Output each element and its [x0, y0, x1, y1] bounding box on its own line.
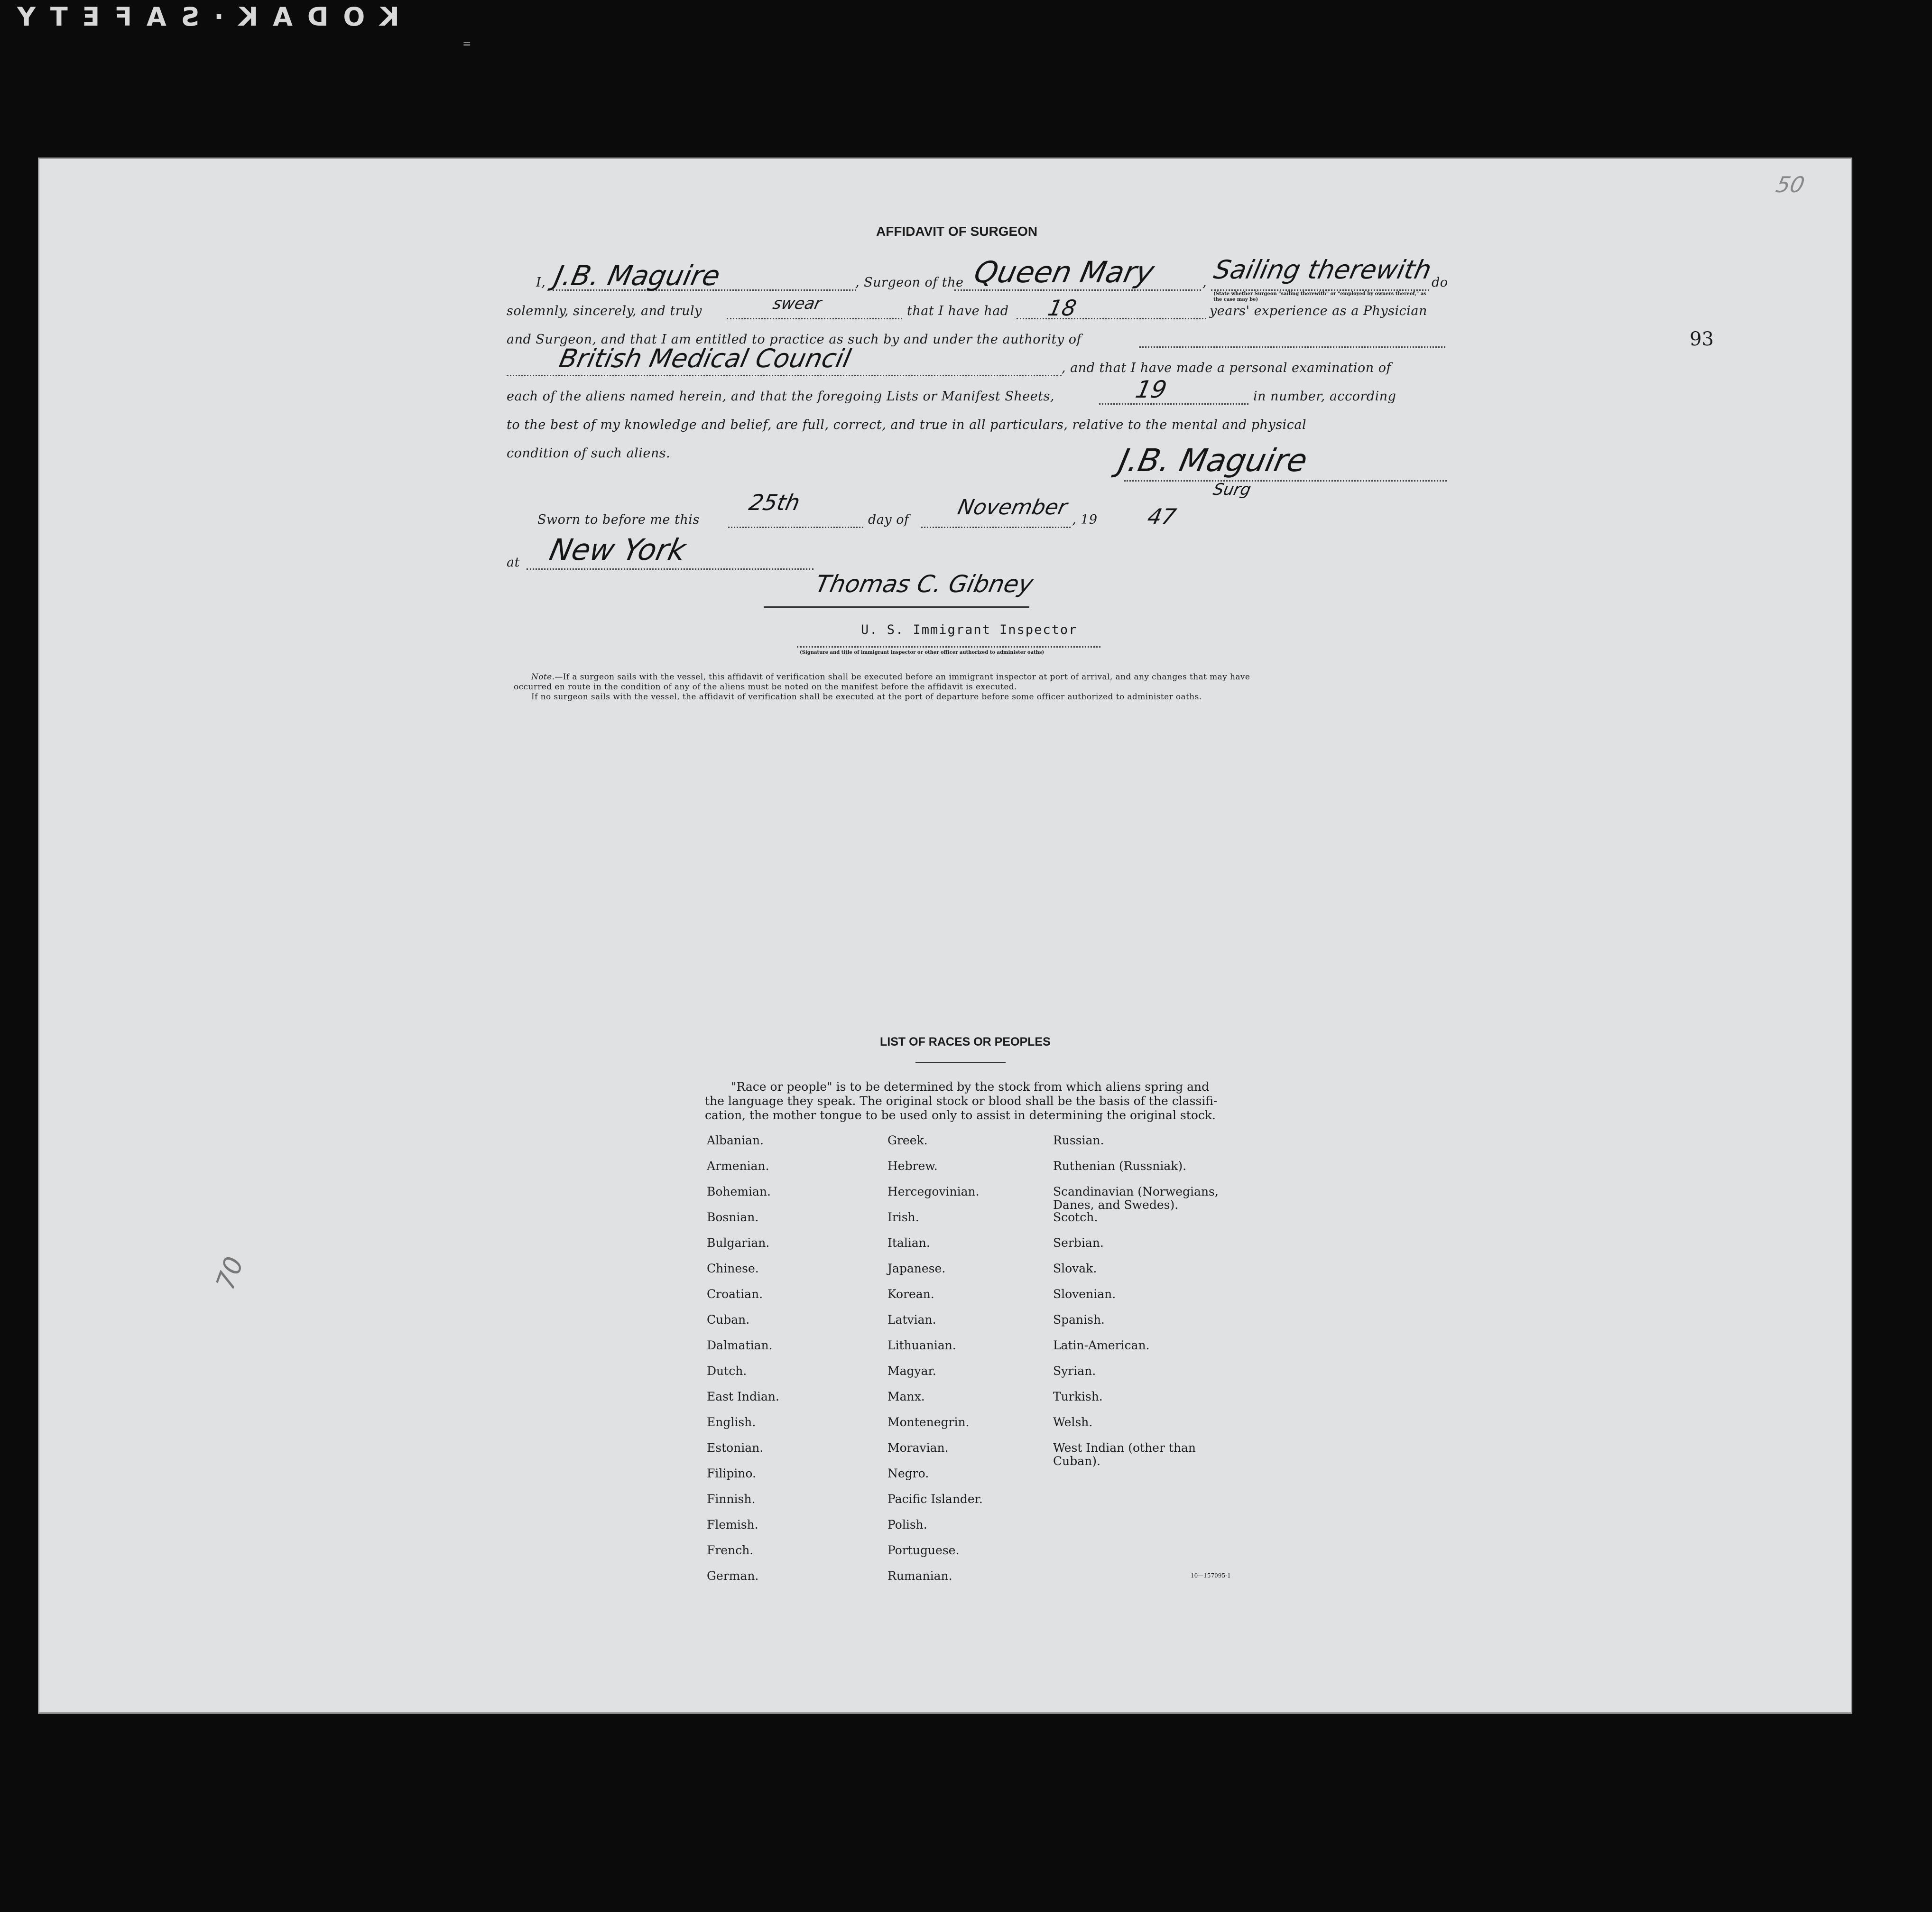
race-entry: Armenian.	[707, 1159, 769, 1173]
races-title-rule	[915, 1062, 1006, 1063]
races-intro-line2: the language they speak. The original stock or blood shall be the basis of the classifi-	[705, 1094, 1218, 1108]
race-entry: Filipino.	[707, 1466, 756, 1480]
line3-text: and Surgeon, and that I am entitled to practice as such by and under the authority of	[507, 332, 1082, 347]
note-line3: If no surgeon sails with the vessel, the affidavit of verification shall be executed at the port of departure before some officer authorized to administer oaths.	[531, 692, 1202, 702]
line2-prefix: solemnly, sincerely, and truly	[507, 304, 702, 318]
race-entry: Montenegrin.	[887, 1415, 970, 1429]
sworn-year-prefix: , 19	[1072, 512, 1098, 527]
surgeon-signature-line	[1124, 480, 1447, 482]
note-line1-text: —If a surgeon sails with the vessel, this affidavit of verification shall be executed before an immigrant inspector at port of arrival, and any changes that may have	[555, 672, 1250, 682]
races-intro-line3: cation, the mother tongue to be used only to assist in determining the original stock.	[705, 1108, 1216, 1122]
sworn-place: New York	[546, 532, 690, 567]
surgeon-signature: J.B. Maguire	[1115, 442, 1311, 479]
race-entry: Manx.	[887, 1390, 925, 1403]
race-entry: Bosnian.	[707, 1210, 759, 1224]
role-note: (State whether Surgeon "sailing therewith" or "employed by owners thereof," as the case may be)	[1213, 291, 1426, 302]
authority-name: British Medical Council	[556, 343, 854, 373]
surgeon-name: J.B. Maguire	[551, 260, 723, 292]
race-entry: Magyar.	[887, 1364, 936, 1378]
race-entry: Albanian.	[707, 1133, 764, 1147]
race-entry: Chinese.	[707, 1262, 759, 1275]
line2-mid: that I have had	[907, 304, 1009, 318]
races-title: LIST OF RACES OR PEOPLES	[880, 1035, 1051, 1049]
sworn-day-line	[728, 527, 863, 528]
line6-text: to the best of my knowledge and belief, are full, correct, and true in all particulars, relative to the mental and physical	[507, 418, 1307, 432]
race-entry: Japanese.	[887, 1262, 946, 1275]
years-experience: 18	[1045, 295, 1079, 321]
authority-line	[507, 375, 1062, 376]
note-line1	[531, 672, 1250, 682]
inspector-signature-line	[764, 606, 1029, 608]
race-entry: Rumanian.	[887, 1569, 952, 1583]
race-entry: Polish.	[887, 1518, 927, 1531]
race-entry: Russian.	[1053, 1133, 1104, 1147]
sworn-mid: day of	[868, 512, 909, 527]
years-line	[1017, 318, 1206, 319]
race-entry: French.	[707, 1543, 754, 1557]
race-entry: Greek.	[887, 1133, 928, 1147]
line1-prefix: I,	[536, 275, 546, 290]
left-margin-note: 70	[210, 1253, 250, 1294]
race-entry: Estonian.	[707, 1441, 764, 1455]
race-entry: Lithuanian.	[887, 1338, 956, 1352]
race-entry: East Indian.	[707, 1390, 779, 1403]
sworn-month: November	[955, 495, 1070, 520]
place-line	[527, 568, 813, 570]
document-sheet	[38, 158, 1852, 1714]
race-entry: Hebrew.	[887, 1159, 938, 1173]
races-column-2	[887, 1134, 983, 1595]
vessel-line	[954, 289, 1201, 291]
race-entry: Bulgarian.	[707, 1236, 770, 1250]
swear-line	[727, 318, 902, 319]
race-entry: Scotch.	[1053, 1210, 1098, 1224]
sworn-day: 25th	[747, 490, 803, 515]
sworn-prefix: Sworn to before me this	[537, 512, 700, 527]
race-entry: Scandinavian (Norwegians, Danes, and Swedes).	[1053, 1185, 1219, 1212]
race-entry: Syrian.	[1053, 1364, 1096, 1378]
line5-prefix: each of the aliens named herein, and that the foregoing Lists or Manifest Sheets,	[507, 389, 1054, 404]
race-entry: English.	[707, 1415, 756, 1429]
vessel-name: Queen Mary	[971, 255, 1157, 289]
inspector-title: U. S. Immigrant Inspector	[861, 622, 1078, 637]
race-entry: Ruthenian (Russniak).	[1053, 1159, 1187, 1173]
oath-verb: swear	[771, 294, 823, 313]
race-entry: Slovenian.	[1053, 1287, 1116, 1301]
form-code: 10—157095-1	[1191, 1572, 1231, 1579]
line2-suffix: years' experience as a Physician	[1210, 304, 1427, 318]
race-entry: Latvian.	[887, 1313, 936, 1327]
manifest-sheets-count: 19	[1133, 376, 1169, 403]
race-entry: Dutch.	[707, 1364, 747, 1378]
film-edge-text: K O D A K · S A F E T Y	[14, 2, 399, 32]
race-entry: German.	[707, 1569, 759, 1583]
page-number: 93	[1690, 328, 1714, 350]
line7-text: condition of such aliens.	[507, 446, 671, 461]
sworn-month-line	[921, 527, 1071, 528]
race-entry: Serbian.	[1053, 1236, 1104, 1250]
race-entry: Cuban.	[707, 1313, 750, 1327]
role-line	[1211, 289, 1429, 291]
race-entry: Irish.	[887, 1210, 919, 1224]
race-entry: Italian.	[887, 1236, 930, 1250]
race-entry: Flemish.	[707, 1518, 758, 1531]
note-label: Note.	[531, 672, 555, 682]
line4-suffix: , and that I have made a personal examination of	[1062, 361, 1392, 375]
races-intro-line1: "Race or people" is to be determined by the stock from which aliens spring and	[731, 1080, 1210, 1094]
inspector-title-line	[797, 646, 1100, 648]
affidavit-title: AFFIDAVIT OF SURGEON	[876, 224, 1038, 239]
at-prefix: at	[507, 555, 520, 570]
races-column-3	[1053, 1134, 1219, 1467]
race-entry: Slovak.	[1053, 1262, 1097, 1275]
race-entry: West Indian (other than Cuban).	[1053, 1441, 1196, 1468]
race-entry: Hercegovinian.	[887, 1185, 980, 1198]
inspector-signature: Thomas C. Gibney	[813, 570, 1036, 598]
race-entry: Pacific Islander.	[887, 1492, 983, 1506]
race-entry: Finnish.	[707, 1492, 756, 1506]
note-line2: occurred en route in the condition of any of the aliens must be noted on the manifest before the affidavit is executed.	[514, 682, 1017, 692]
race-entry: Portuguese.	[887, 1543, 960, 1557]
race-entry: Welsh.	[1053, 1415, 1093, 1429]
race-entry: Dalmatian.	[707, 1338, 773, 1352]
authority-line-top	[1139, 346, 1445, 348]
race-entry: Korean.	[887, 1287, 934, 1301]
race-entry: Spanish.	[1053, 1313, 1105, 1327]
sheets-line	[1099, 403, 1248, 405]
race-entry: Bohemian.	[707, 1185, 771, 1198]
surgeon-signature-title: Surg	[1211, 480, 1253, 499]
line5-suffix: in number, according	[1253, 389, 1396, 404]
race-entry: Latin-American.	[1053, 1338, 1150, 1352]
sign-caption: (Signature and title of immigrant inspector or other officer authorized to administer oaths)	[800, 650, 1045, 655]
race-entry: Croatian.	[707, 1287, 763, 1301]
film-edge	[0, 0, 1932, 50]
race-entry: Moravian.	[887, 1441, 949, 1455]
surgeon-role: Sailing therewith	[1211, 255, 1434, 285]
line1-mid: , Surgeon of the	[855, 275, 964, 290]
film-edge-mark: =	[462, 38, 474, 50]
race-entry: Negro.	[887, 1466, 929, 1480]
sworn-year: 47	[1145, 504, 1179, 529]
races-column-1	[707, 1134, 779, 1595]
line1-suffix: do	[1432, 275, 1448, 290]
corner-note: 50	[1774, 172, 1807, 197]
race-entry: Turkish.	[1053, 1390, 1103, 1403]
line1-sep: ,	[1202, 275, 1207, 290]
